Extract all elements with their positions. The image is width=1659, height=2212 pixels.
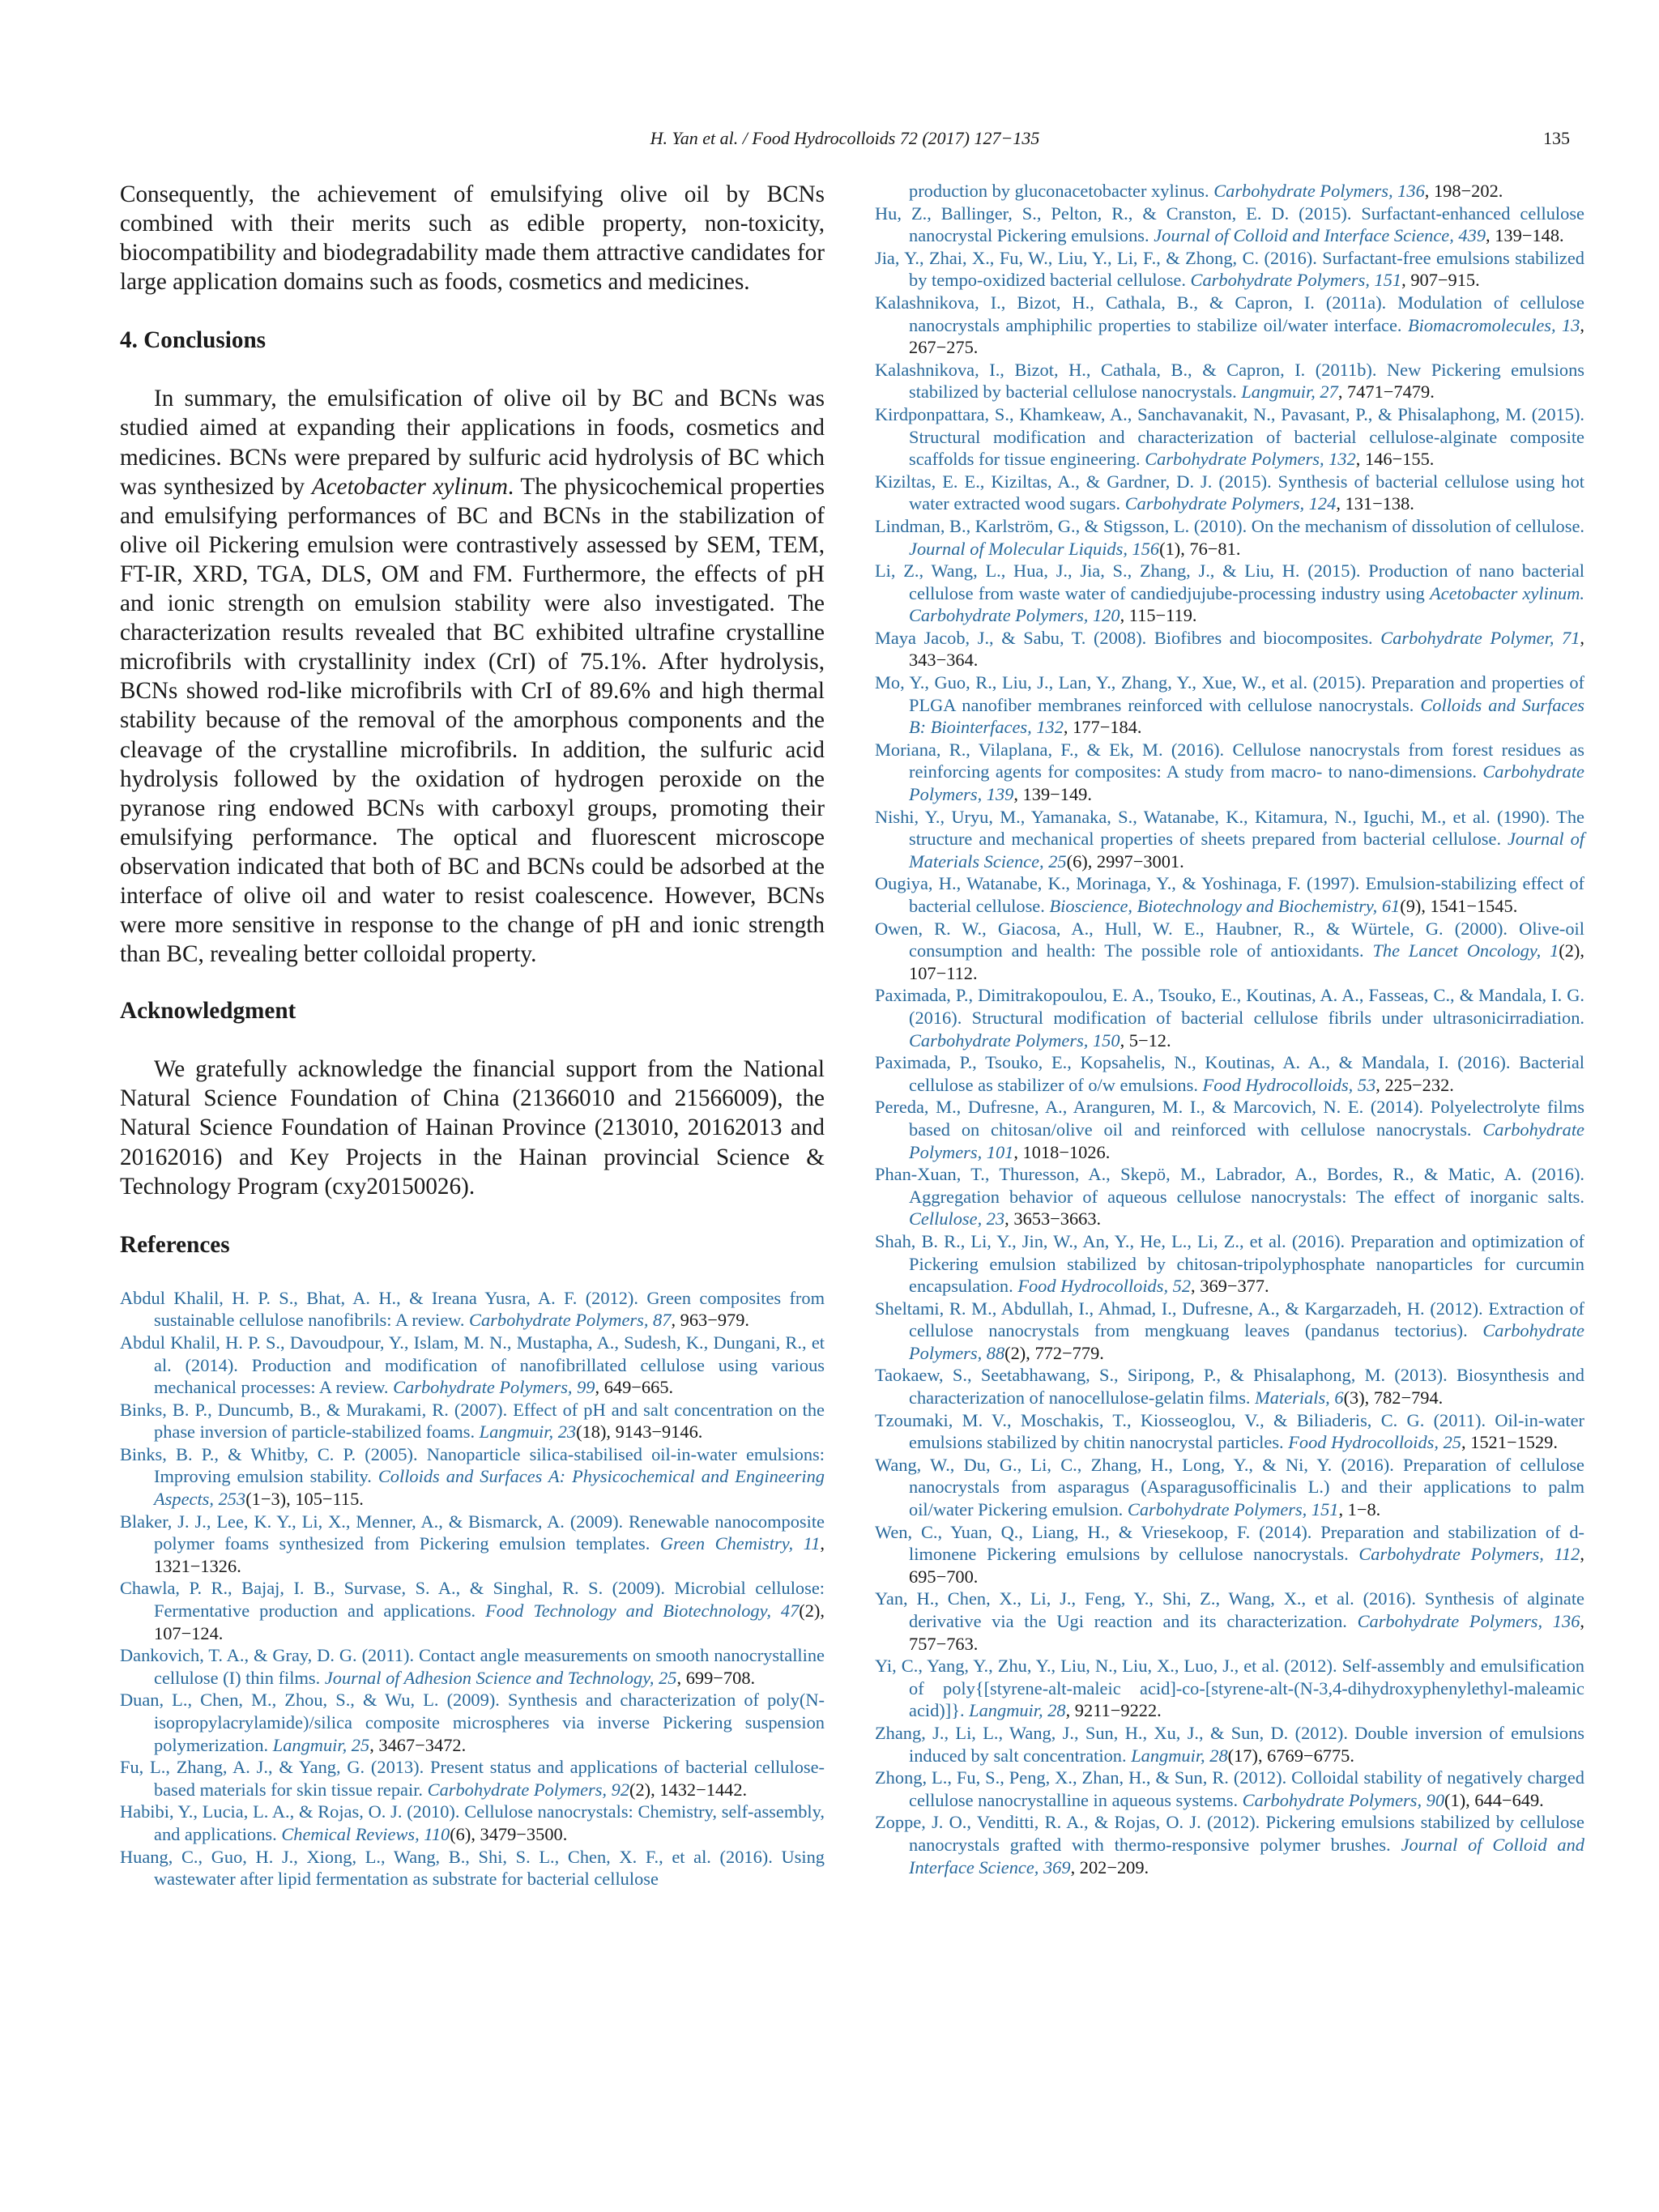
reference-journal: Food Hydrocolloids, 53 bbox=[1202, 1074, 1376, 1095]
reference-text: Sheltami, R. M., Abdullah, I., Ahmad, I., Dufresne, A., & Kargarzadeh, H. (2012). Extraction of cellulose nanocrystals from mengkuang leaves (pandanus tectorius). bbox=[875, 1298, 1584, 1341]
reference-entry[interactable] bbox=[875, 1454, 1584, 1521]
reference-text: Binks, B. P., Duncumb, B., & Murakami, R. (2007). Effect of pH and salt concentration on the phase inversion of particle-stabilized foams. bbox=[120, 1399, 825, 1443]
reference-journal: Carbohydrate Polymers, 101 bbox=[909, 1119, 1584, 1162]
reference-pages: , 177−184. bbox=[1063, 717, 1142, 738]
reference-journal: Journal of Colloid and Interface Science, 369 bbox=[909, 1834, 1584, 1877]
reference-entry[interactable] bbox=[875, 403, 1584, 471]
reference-text: Shah, B. R., Li, Y., Jin, W., An, Y., He, L., Li, Z., et al. (2016). Preparation and optimization of Pickering emulsion stabilized by chitosan-tripolyphosphate nanoparticles for curcumin encapsulation. bbox=[875, 1230, 1584, 1297]
reference-journal: Carbohydrate Polymers, 139 bbox=[909, 761, 1584, 805]
reference-pages: (18), 9143−9146. bbox=[576, 1421, 703, 1443]
conclusions-paragraph: In summary, the emulsification of olive oil by BC and BCNs was studied aimed at expanding their applications in foods, cosmetics and medicines. BCNs were prepared by sulfuric acid hydrolysis of BC which was synthesized by Acetobacter xylinum. The physicochemical properties and emulsifying performances of BC and BCNs in the stabilization of olive oil Pickering emulsion were contrastively assessed by SEM, TEM, FT-IR, XRD, TGA, DLS, OM and FM. Furthermore, the effects of pH and ionic strength on emulsion stability were also investigated. The characterization results revealed that BC exhibited ultrafine crystalline microfibrils with crystallinity index (CrI) of 75.1%. After hydrolysis, BCNs showed rod-like microfibrils with CrI of 89.6% and high thermal stability because of the removal of the amorphous components and the cleavage of the crystalline microfibrils. In addition, the sulfuric acid hydrolysis followed by the oxidation of hydrogen peroxide on the pyranose ring endowed BCNs with carboxyl groups, promoting their emulsifying performance. The optical and fluorescent microscope observation indicated that both of BC and BCNs could be adsorbed at the interface of olive oil and water to resist coalescence. However, BCNs were more sensitive in response to the change of pH and ionic strength than BC, revealing better colloidal property. bbox=[120, 386, 825, 968]
reference-entry[interactable] bbox=[875, 671, 1584, 739]
reference-entry[interactable] bbox=[875, 202, 1584, 247]
reference-text: Kalashnikova, I., Bizot, H., Cathala, B., & Capron, I. (2011a). Modulation of cellulose nanocrystals amphiphilic properties to stabilize oil/water interface. bbox=[875, 292, 1584, 335]
reference-pages: , 5−12. bbox=[1120, 1029, 1171, 1051]
reference-text: Zoppe, J. O., Venditti, R. A., & Rojas, O. J. (2012). Pickering emulsions stabilized by cellulose nanocrystals grafted with thermo-responsive polymer brushes. bbox=[875, 1812, 1584, 1855]
reference-journal: Colloids and Surfaces B: Biointerfaces, 132 bbox=[909, 694, 1584, 738]
reference-entry[interactable] bbox=[120, 1689, 825, 1756]
reference-pages: , 9211−9222. bbox=[1065, 1700, 1162, 1721]
right-column bbox=[875, 180, 1584, 1878]
reference-journal: Bioscience, Biotechnology and Biochemistry, 61 bbox=[1049, 896, 1401, 916]
reference-text: Wen, C., Yuan, Q., Liang, H., & Vriesekoop, F. (2014). Preparation and stabilization of d-limonene Pickering emulsions by cellulose nanocrystals. bbox=[875, 1521, 1584, 1565]
reference-text: production by gluconacetobacter xylinus. bbox=[909, 181, 1214, 201]
reference-text: Chawla, P. R., Bajaj, I. B., Survase, S. A., & Singhal, R. S. (2009). Microbial cellulose: Fermentative production and applications. bbox=[120, 1578, 825, 1622]
reference-text: Maya Jacob, J., & Sabu, T. (2008). Biofibres and biocomposites. bbox=[875, 627, 1381, 648]
reference-journal: Green Chemistry, 11 bbox=[659, 1533, 821, 1554]
reference-pages: , 695−700. bbox=[909, 1544, 1584, 1587]
reference-entry[interactable] bbox=[875, 1163, 1584, 1230]
reference-entry[interactable] bbox=[875, 806, 1584, 873]
reference-journal: Langmuir, 28 bbox=[969, 1700, 1066, 1721]
reference-entry[interactable] bbox=[875, 1767, 1584, 1811]
reference-text: Tzoumaki, M. V., Moschakis, T., Kiosseoglou, V., & Biliaderis, C. G. (2011). Oil-in-water emulsions stabilized by chitin nanocrystal particles. bbox=[875, 1409, 1584, 1453]
reference-entry[interactable] bbox=[875, 627, 1584, 671]
reference-entry[interactable] bbox=[875, 1230, 1584, 1298]
reference-journal: Colloids and Surfaces A: Physicochemical and Engineering Aspects, 253 bbox=[154, 1466, 825, 1510]
reference-pages: , 1−8. bbox=[1338, 1499, 1381, 1520]
reference-pages: , 963−979. bbox=[671, 1310, 750, 1331]
acknowledgment-paragraph: We gratefully acknowledge the financial support from the National Natural Science Foundation of China (21366010 and 21566009), the Natural Science Foundation of Hainan Province (213010, 20162013 and 20162016) and Key Projects in the Hainan provincial Science & Technology Program (cxy20150026). bbox=[120, 1056, 825, 1200]
reference-entry[interactable] bbox=[120, 1644, 825, 1689]
reference-pages: , 198−202. bbox=[1424, 181, 1503, 201]
reference-entry[interactable] bbox=[875, 292, 1584, 359]
reference-journal: Food Hydrocolloids, 52 bbox=[1017, 1276, 1192, 1297]
reference-pages: (6), 2997−3001. bbox=[1066, 850, 1184, 872]
reference-entry[interactable] bbox=[120, 1577, 825, 1644]
reference-journal: Carbohydrate Polymers, 90 bbox=[1242, 1789, 1445, 1810]
reference-entry[interactable] bbox=[120, 1846, 825, 1890]
reference-entry[interactable] bbox=[875, 872, 1584, 917]
reference-journal: Carbohydrate Polymers, 112 bbox=[1358, 1544, 1580, 1565]
reference-pages: (2), 107−124. bbox=[154, 1600, 825, 1643]
reference-journal: Carbohydrate Polymers, 124 bbox=[1124, 493, 1337, 514]
reference-journal: Carbohydrate Polymers, 136 bbox=[1213, 181, 1425, 201]
reference-pages: , 267−275. bbox=[909, 314, 1585, 358]
reference-pages: , 139−148. bbox=[1486, 225, 1564, 246]
reference-journal: Carbohydrate Polymers, 151 bbox=[1190, 270, 1402, 291]
reference-pages: , 369−377. bbox=[1191, 1276, 1269, 1297]
reference-journal: Carbohydrate Polymers, 99 bbox=[393, 1377, 595, 1398]
reference-entry[interactable] bbox=[875, 918, 1584, 985]
reference-pages: , 699−708. bbox=[676, 1667, 756, 1688]
reference-text: Nishi, Y., Uryu, M., Yamanaka, S., Watanabe, K., Kitamura, N., Iguchi, M., et al. (1990). The structure and mechanical properties of sheets prepared from bacterial cellulose. bbox=[875, 806, 1584, 850]
reference-journal: Chemical Reviews, 110 bbox=[281, 1823, 450, 1844]
reference-journal: Carbohydrate Polymers, 150 bbox=[909, 1029, 1120, 1051]
reference-journal: Journal of Materials Science, 25 bbox=[909, 829, 1584, 872]
left-column bbox=[120, 180, 825, 1890]
conclusions-heading: 4. Conclusions bbox=[120, 327, 267, 354]
reference-pages: , 139−149. bbox=[1013, 784, 1092, 805]
reference-pages: (2), 107−112. bbox=[909, 940, 1584, 983]
reference-journal: Langmuir, 27 bbox=[1241, 381, 1338, 403]
reference-pages: (9), 1541−1545. bbox=[1400, 896, 1518, 916]
reference-entry[interactable] bbox=[875, 1298, 1584, 1365]
reference-pages: , 3467−3472. bbox=[369, 1734, 467, 1755]
reference-pages: (1−3), 105−115. bbox=[245, 1489, 364, 1510]
reference-list-left bbox=[120, 1287, 825, 1890]
reference-pages: , 649−665. bbox=[595, 1377, 674, 1398]
reference-pages: , 225−232. bbox=[1375, 1074, 1454, 1095]
reference-pages: (1), 76−81. bbox=[1159, 538, 1241, 559]
reference-text: Kalashnikova, I., Bizot, H., Cathala, B., & Capron, I. (2011b). New Pickering emulsions stabilized by bacterial cellulose nanocrystals. bbox=[875, 359, 1584, 403]
reference-pages: , 202−209. bbox=[1070, 1856, 1149, 1877]
acknowledgment-heading: Acknowledgment bbox=[120, 998, 296, 1025]
reference-journal: Carbohydrate Polymers, 136 bbox=[1357, 1611, 1580, 1631]
reference-entry[interactable] bbox=[875, 1722, 1584, 1767]
reference-text: Kiziltas, E. E., Kiziltas, A., & Gardner, D. J. (2015). Synthesis of bacterial cellulose using hot water extracted wood sugars. bbox=[875, 471, 1584, 514]
reference-text: Duan, L., Chen, M., Zhou, S., & Wu, L. (2009). Synthesis and characterization of poly(N-isopropylacrylamide)/silica composite microspheres via inverse Pickering suspension polymerization. bbox=[120, 1690, 825, 1755]
reference-pages: (1), 644−649. bbox=[1444, 1789, 1544, 1810]
reference-journal: The Lancet Oncology, 1 bbox=[1372, 940, 1559, 961]
reference-text: Huang, C., Guo, H. J., Xiong, L., Wang, B., Shi, S. L., Chen, X. F., et al. (2016). Using wastewater after lipid fermentation as substrate for bacterial cellulose bbox=[120, 1846, 825, 1890]
reference-entry[interactable] bbox=[875, 1409, 1584, 1454]
reference-text: Zhong, L., Fu, S., Peng, X., Zhan, H., & Sun, R. (2012). Colloidal stability of negatively charged cellulose nanocrystalline in aqueous systems. bbox=[875, 1767, 1584, 1810]
reference-entry[interactable] bbox=[875, 1051, 1584, 1096]
reference-text: Blaker, J. J., Lee, K. Y., Li, X., Menner, A., & Bismarck, A. (2009). Renewable nanocomposite polymer foams synthesized from Pickering emulsion templates. bbox=[120, 1511, 825, 1554]
reference-journal: Carbohydrate Polymer, 71 bbox=[1380, 627, 1580, 648]
reference-entry[interactable] bbox=[875, 1521, 1584, 1588]
reference-entry[interactable] bbox=[875, 515, 1584, 560]
reference-pages: (2), 772−779. bbox=[1004, 1342, 1104, 1363]
reference-text: Paximada, P., Dimitrakopoulou, E. A., Tsouko, E., Koutinas, A. A., Fasseas, C., & Mandala, I. G. (2016). Structural modification of bacterial cellulose fibrils under ultrasonicirradiation. bbox=[875, 985, 1584, 1028]
reference-journal: Acetobacter xylinum. Carbohydrate Polymers, 120 bbox=[909, 582, 1584, 626]
reference-text: Lindman, B., Karlström, G., & Stigsson, L. (2010). On the mechanism of dissolution of cellulose. bbox=[875, 515, 1584, 536]
reference-text: Hu, Z., Ballinger, S., Pelton, R., & Cranston, E. D. (2015). Surfactant-enhanced cellulose nanocrystal Pickering emulsions. bbox=[875, 202, 1584, 246]
reference-pages: , 1521−1529. bbox=[1461, 1432, 1558, 1453]
running-header bbox=[120, 128, 1570, 157]
reference-pages: (2), 1432−1442. bbox=[629, 1779, 748, 1800]
reference-journal: Carbohydrate Polymers, 88 bbox=[909, 1320, 1584, 1363]
reference-entry[interactable] bbox=[875, 560, 1584, 627]
reference-journal: Journal of Adhesion Science and Technology, 25 bbox=[324, 1667, 677, 1688]
reference-journal: Food Hydrocolloids, 25 bbox=[1288, 1432, 1461, 1453]
reference-text: Owen, R. W., Giacosa, A., Hull, W. E., Haubner, R., & Würtele, G. (2000). Olive-oil consumption and health: The possible role of antioxidants. bbox=[875, 918, 1584, 961]
reference-text: Phan-Xuan, T., Thuresson, A., Skepö, M., Labrador, A., Bordes, R., & Matic, A. (2016). Aggregation behavior of aqueous cellulose nanocrystals: The effect of inorganic salts. bbox=[875, 1164, 1584, 1207]
reference-pages: , 7471−7479. bbox=[1337, 381, 1435, 403]
reference-text: Taokaew, S., Seetabhawang, S., Siripong, P., & Phisalaphong, M. (2013). Biosynthesis and characterization of nanocellulose-gelatin films. bbox=[875, 1365, 1584, 1409]
reference-journal: Journal of Colloid and Interface Science, 439 bbox=[1154, 225, 1486, 246]
reference-text: Ougiya, H., Watanabe, K., Morinaga, Y., & Yoshinaga, F. (1997). Emulsion-stabilizing effect of bacterial cellulose. bbox=[875, 873, 1584, 916]
reference-entry[interactable] bbox=[875, 1655, 1584, 1722]
page-number: 135 bbox=[1543, 128, 1570, 148]
reference-entry[interactable] bbox=[875, 1364, 1584, 1409]
reference-pages: , 1018−1026. bbox=[1013, 1141, 1111, 1162]
reference-journal: Carbohydrate Polymers, 87 bbox=[469, 1310, 672, 1331]
reference-text: Jia, Y., Zhai, X., Fu, W., Liu, Y., Li, F., & Zhong, C. (2016). Surfactant-free emulsions stabilized by tempo-oxidized bacterial cellulose. bbox=[875, 247, 1584, 291]
reference-pages: , 131−138. bbox=[1336, 493, 1414, 514]
reference-journal: Food Technology and Biotechnology, 47 bbox=[485, 1600, 800, 1622]
reference-entry[interactable] bbox=[120, 1511, 825, 1578]
reference-pages: , 146−155. bbox=[1355, 449, 1435, 470]
reference-text: Wang, W., Du, G., Li, C., Zhang, H., Long, Y., & Ni, Y. (2016). Preparation of cellulose nanocrystals from asparagus (Asparagusofficinalis L.) and their applications to palm oil/water Pickering emulsion. bbox=[875, 1454, 1584, 1520]
reference-entry[interactable] bbox=[120, 1399, 825, 1443]
reference-journal: Carbohydrate Polymers, 132 bbox=[1145, 449, 1356, 470]
reference-journal: Cellulose, 23 bbox=[909, 1208, 1005, 1230]
reference-entry[interactable] bbox=[875, 471, 1584, 515]
reference-entry[interactable] bbox=[875, 1811, 1584, 1878]
reference-pages: (3), 782−794. bbox=[1343, 1387, 1444, 1409]
reference-pages: , 3653−3663. bbox=[1004, 1208, 1102, 1230]
reference-pages: (6), 3479−3500. bbox=[450, 1823, 568, 1844]
reference-text: Binks, B. P., & Whitby, C. P. (2005). Nanoparticle silica-stabilised oil-in-water emulsions: Improving emulsion stability. bbox=[120, 1443, 825, 1487]
references-heading: References bbox=[120, 1231, 230, 1258]
reference-entry[interactable] bbox=[120, 1287, 825, 1332]
reference-entry[interactable] bbox=[875, 359, 1584, 403]
reference-text: Yan, H., Chen, X., Li, J., Feng, Y., Shi, Z., Wang, X., et al. (2016). Synthesis of alginate derivative via the Ugi reaction and its characterization. bbox=[875, 1588, 1584, 1631]
reference-pages: , 1321−1326. bbox=[154, 1533, 825, 1576]
reference-journal: Materials, 6 bbox=[1255, 1387, 1344, 1409]
reference-text: Li, Z., Wang, L., Hua, J., Jia, S., Zhang, J., & Liu, H. (2015). Production of nano bacterial cellulose from waste water of candiedjujube-processing industry using bbox=[875, 560, 1584, 603]
reference-text: Abdul Khalil, H. P. S., Bhat, A. H., & Ireana Yusra, A. F. (2012). Green composites from sustainable cellulose nanofibrils: A review. bbox=[120, 1287, 825, 1331]
reference-entry[interactable] bbox=[120, 1756, 825, 1801]
reference-text: Moriana, R., Vilaplana, F., & Ek, M. (2016). Cellulose nanocrystals from forest residues as reinforcing agents for composites: A study from macro- to nano-dimensions. bbox=[875, 739, 1584, 782]
reference-entry[interactable] bbox=[875, 180, 1584, 202]
reference-text: Dankovich, T. A., & Gray, D. G. (2011). Contact angle measurements on smooth nanocrystalline cellulose (I) thin films. bbox=[120, 1645, 825, 1688]
reference-text: Mo, Y., Guo, R., Liu, J., Lan, Y., Zhang, Y., Xue, W., et al. (2015). Preparation and properties of PLGA nanofiber membranes reinforced with cellulose nanocrystals. bbox=[875, 672, 1584, 715]
reference-entry[interactable] bbox=[875, 984, 1584, 1051]
reference-journal: Langmuir, 28 bbox=[1131, 1745, 1228, 1766]
reference-text: Habibi, Y., Lucia, L. A., & Rojas, O. J. (2010). Cellulose nanocrystals: Chemistry, self-assembly, and applications. bbox=[120, 1801, 825, 1844]
reference-text: Zhang, J., Li, L., Wang, J., Sun, H., Xu, J., & Sun, D. (2012). Double inversion of emulsions induced by salt concentration. bbox=[875, 1722, 1584, 1766]
reference-pages: (17), 6769−6775. bbox=[1227, 1745, 1354, 1766]
reference-pages: , 343−364. bbox=[909, 627, 1585, 671]
reference-pages: , 757−763. bbox=[909, 1611, 1584, 1654]
reference-list-right bbox=[875, 180, 1584, 1878]
reference-entry[interactable] bbox=[875, 1096, 1584, 1163]
reference-pages: , 115−119. bbox=[1120, 605, 1197, 626]
reference-journal: Langmuir, 23 bbox=[479, 1421, 577, 1443]
reference-entry[interactable] bbox=[875, 247, 1584, 292]
reference-journal: Biomacromolecules, 13 bbox=[1407, 314, 1580, 335]
reference-text: Fu, L., Zhang, A. J., & Yang, G. (2013). Present status and applications of bacterial cellulose-based materials for skin tissue repair. bbox=[120, 1757, 825, 1800]
reference-entry[interactable] bbox=[120, 1443, 825, 1511]
reference-entry[interactable] bbox=[875, 739, 1584, 806]
reference-pages: , 907−915. bbox=[1401, 270, 1480, 291]
reference-journal: Journal of Molecular Liquids, 156 bbox=[909, 538, 1160, 559]
reference-text: Paximada, P., Tsouko, E., Kopsahelis, N., Koutinas, A. A., & Mandala, I. (2016). Bacterial cellulose as stabilizer of o/w emulsions. bbox=[875, 1052, 1584, 1095]
reference-text: Yi, C., Yang, Y., Zhu, Y., Liu, N., Liu, X., Luo, J., et al. (2012). Self-assembly and emulsification of poly{[styrene-alt-maleic acid]-co-[styrene-alt-(N-3,4-dihydroxyphenylethyl-maleamic acid)]}. bbox=[875, 1656, 1584, 1721]
reference-journal: Langmuir, 25 bbox=[272, 1734, 370, 1755]
reference-entry[interactable] bbox=[875, 1588, 1584, 1655]
reference-entry[interactable] bbox=[120, 1332, 825, 1399]
reference-text: Kirdponpattara, S., Khamkeaw, A., Sanchavanakit, N., Pavasant, P., & Phisalaphong, M. (2015). Structural modification and characterization of bacterial cellulose-alginate composite scaffolds for tissue engineering. bbox=[875, 403, 1584, 470]
reference-text: Pereda, M., Dufresne, A., Aranguren, M. I., & Marcovich, N. E. (2014). Polyelectrolyte films based on chitosan/olive oil and reinforced with cellulose nanocrystals. bbox=[875, 1097, 1584, 1140]
running-title: H. Yan et al. / Food Hydrocolloids 72 (2017) 127−135 bbox=[650, 128, 1040, 148]
reference-entry[interactable] bbox=[120, 1801, 825, 1845]
reference-journal: Carbohydrate Polymers, 92 bbox=[427, 1779, 630, 1800]
intro-paragraph: Consequently, the achievement of emulsifying olive oil by BCNs combined with their merits such as edible property, non-toxicity, biocompatibility and biodegradability made them attractive candidates for large application domains such as foods, cosmetics and medicines. bbox=[120, 181, 825, 296]
reference-journal: Carbohydrate Polymers, 151 bbox=[1127, 1499, 1339, 1520]
reference-text: Abdul Khalil, H. P. S., Davoudpour, Y., Islam, M. N., Mustapha, A., Sudesh, K., Dungani, R., et al. (2014). Production and modification of nanofibrillated cellulose using various mechanical processes: A review. bbox=[120, 1332, 825, 1398]
